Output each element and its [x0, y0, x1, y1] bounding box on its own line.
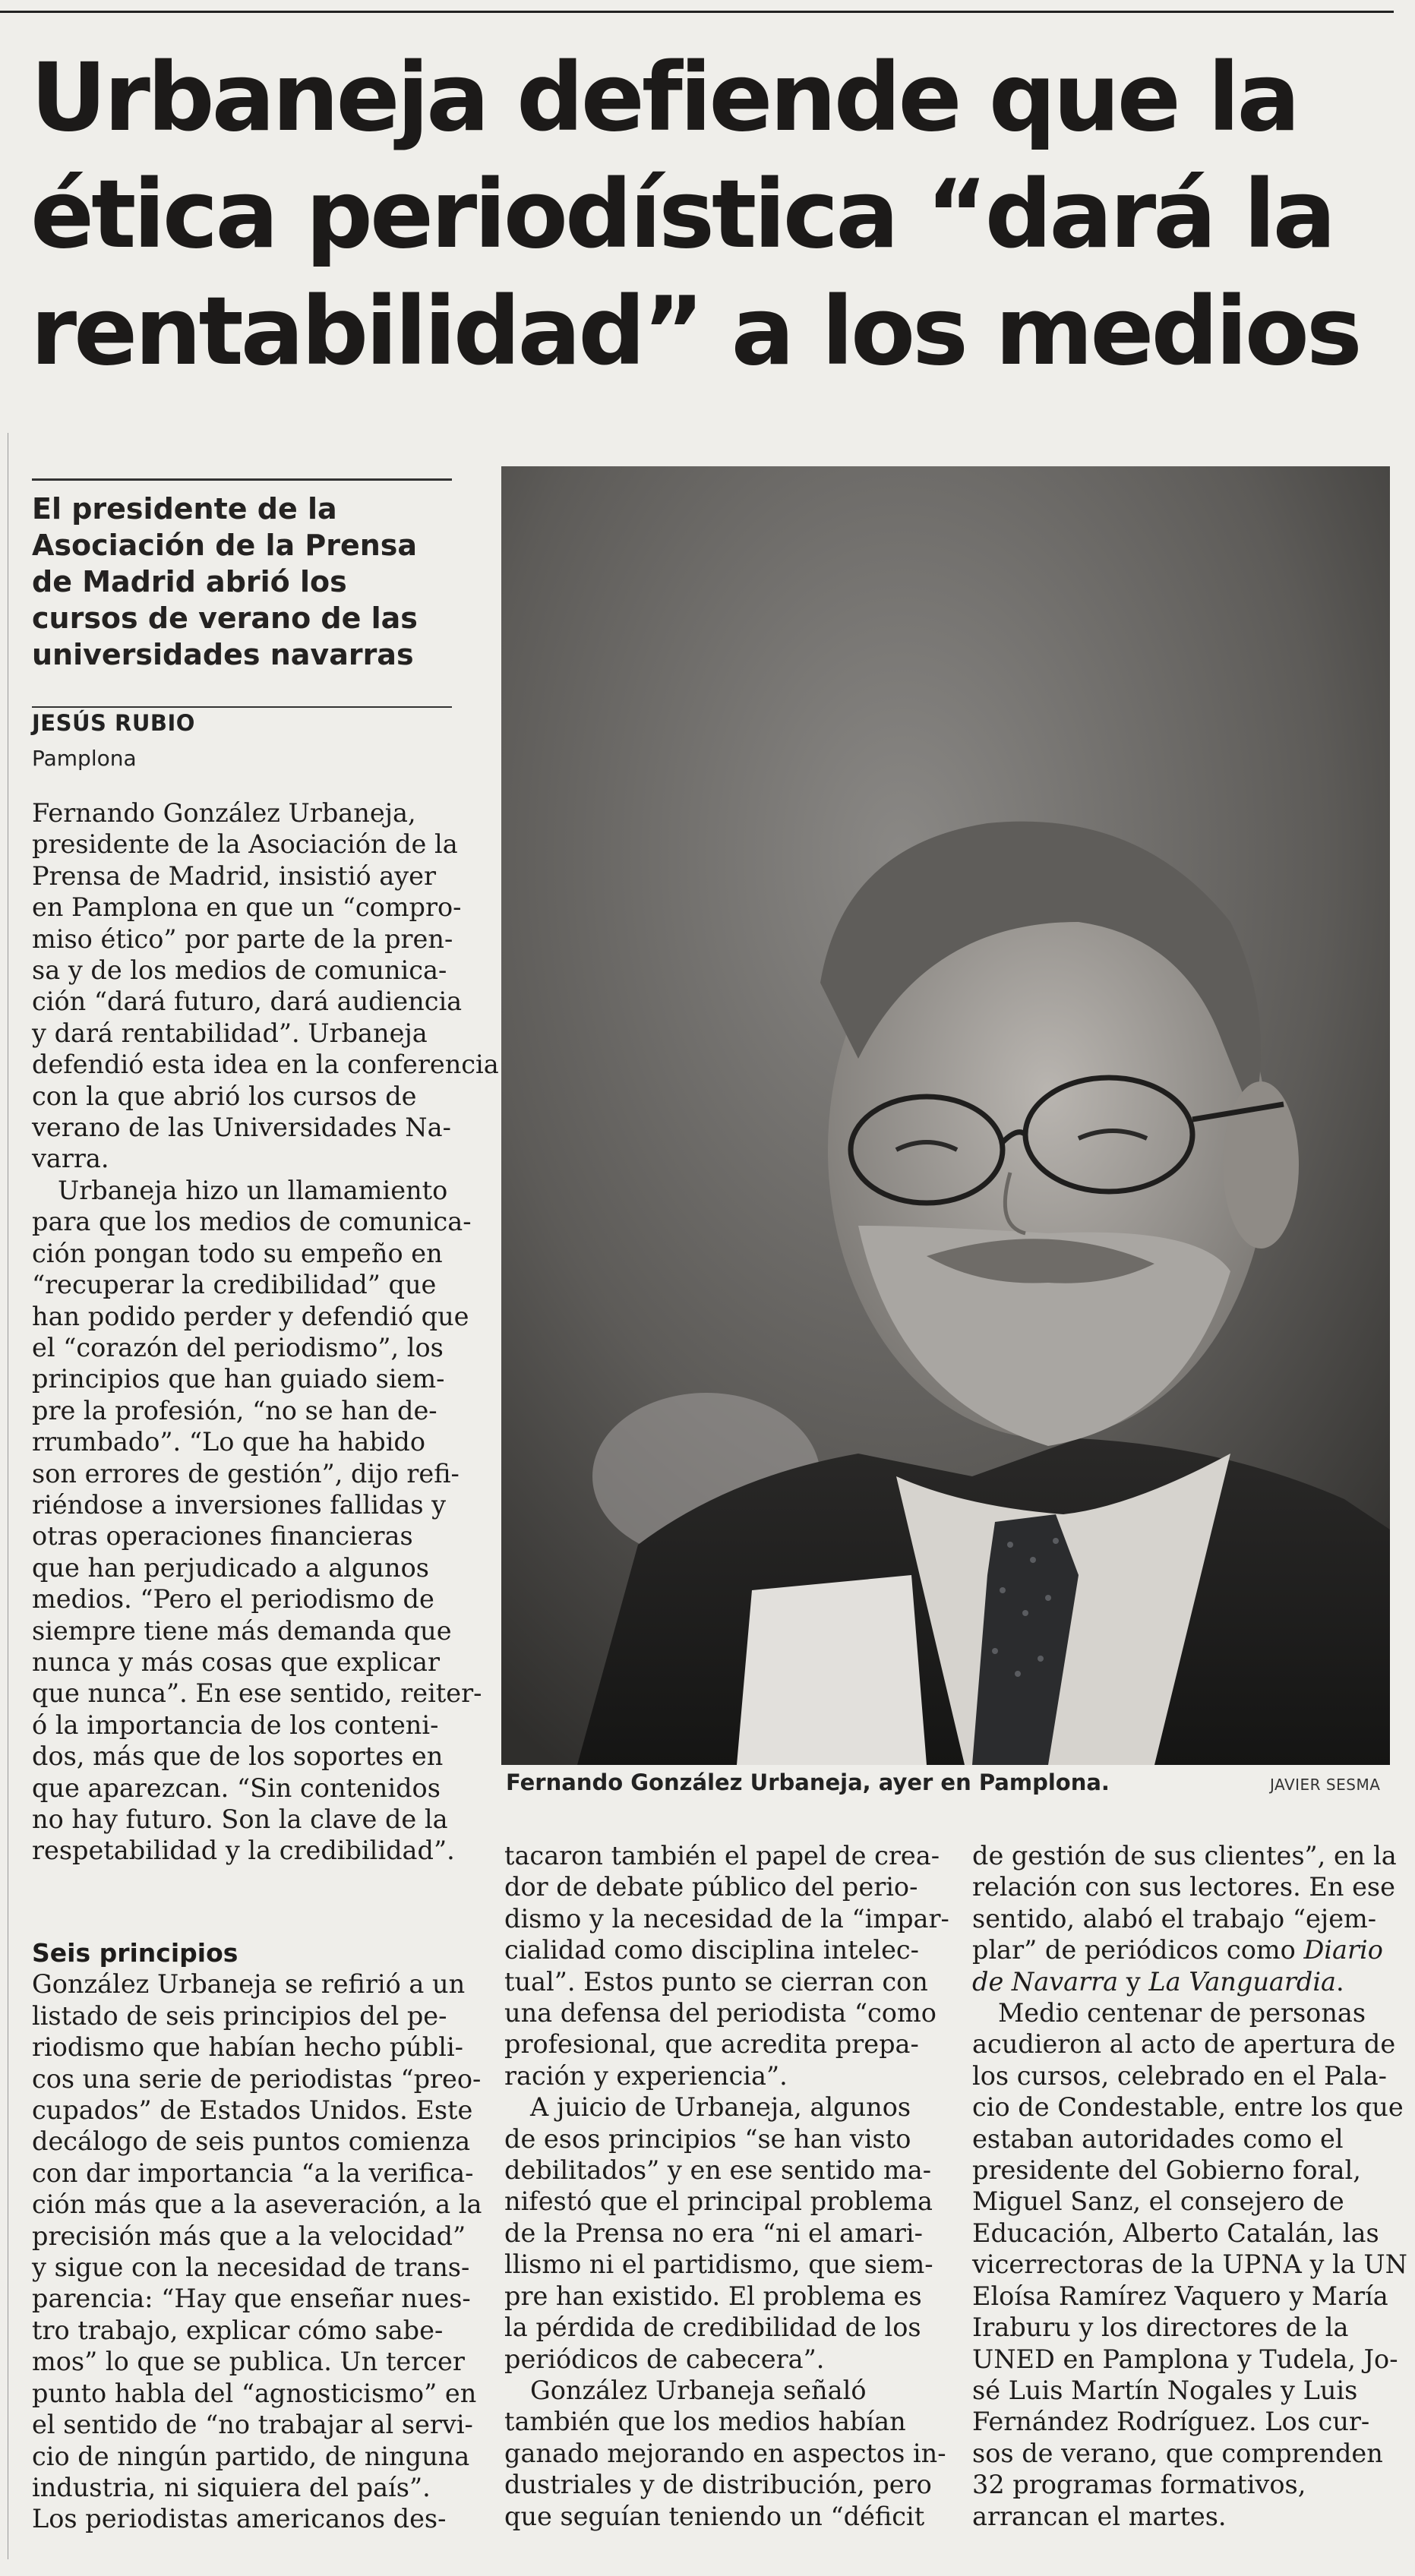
deck-line: El presidente de la — [32, 492, 337, 526]
text-line: dor de debate público del perio- — [504, 1872, 918, 1902]
text-line: sa y de los medios de comunica- — [32, 955, 447, 986]
text-line: estaban autoridades como el — [972, 2123, 1344, 2154]
text-line: ción más que a la aseveración, a la — [32, 2189, 482, 2220]
text-line: que aparezcan. “Sin contenidos — [32, 1773, 441, 1803]
text-line: cos una serie de periodistas “preo- — [32, 2063, 482, 2094]
text-line: defendió esta idea en la conferencia — [32, 1050, 499, 1080]
deck-line: universidades navarras — [32, 638, 414, 671]
photo-credit: JAVIER SESMA — [1270, 1776, 1381, 1794]
text-line: debilitados” y en ese sentido ma- — [504, 2155, 932, 2186]
text-line: cialidad como disciplina intelec- — [504, 1935, 919, 1965]
text-line: ó la importancia de los conteni- — [32, 1709, 439, 1740]
text-line: “recuperar la credibilidad” que — [32, 1270, 437, 1300]
text-line: de esos principios “se han visto — [504, 2123, 911, 2154]
text-line: Los periodistas americanos des- — [32, 2504, 447, 2534]
headline — [30, 39, 1398, 390]
text-line: de Navarra y La Vanguardia. — [972, 1966, 1344, 1997]
text-line: varra. — [32, 1144, 109, 1174]
text-line: UNED en Pamplona y Tudela, Jo- — [972, 2344, 1398, 2374]
text-line: sé Luis Martín Nogales y Luis — [972, 2375, 1358, 2405]
text-line: sentido, alabó el trabajo “ejem- — [972, 1903, 1377, 1934]
text-line: relación con sus lectores. En ese — [972, 1872, 1395, 1902]
text-line: han podido perder y defendió que — [32, 1301, 469, 1331]
text-line: 32 programas formativos, — [972, 2470, 1306, 2500]
text-line: de gestión de sus clientes”, en la — [972, 1841, 1397, 1870]
text-line: vicerrectoras de la UPNA y la UN — [972, 2249, 1407, 2280]
text-line: verano de las Universidades Na- — [32, 1113, 451, 1143]
headline-line: ética periodística “dará la — [30, 160, 1334, 270]
text-line: una defensa del periodista “como — [504, 1998, 936, 2028]
text-line: punto habla del “agnosticismo” en — [32, 2378, 477, 2408]
text-line: riodismo que habían hecho públi- — [32, 2032, 463, 2063]
text-line: tual”. Estos punto se cierran con — [504, 1966, 928, 1997]
text-line: la pérdida de credibilidad de los — [504, 2312, 921, 2343]
text-line: son errores de gestión”, dijo refi- — [32, 1458, 460, 1488]
body-column-1-continued — [32, 1937, 482, 2535]
text-line: ción “dará futuro, dará audiencia — [32, 987, 463, 1017]
text-line: A juicio de Urbaneja, algunos — [530, 2092, 911, 2123]
text-line: miso ético” por parte de la pren- — [32, 923, 453, 954]
text-line: los cursos, celebrado en el Pala- — [972, 2060, 1387, 2091]
text-line: respetabilidad y la credibilidad”. — [32, 1836, 455, 1866]
deck-bottom-rule — [32, 706, 452, 708]
text-line: ganado mejorando en aspectos in- — [504, 2438, 946, 2468]
deck-top-rule — [32, 478, 452, 481]
text-line: el “corazón del periodismo”, los — [32, 1332, 444, 1362]
text-line: dustriales y de distribución, pero — [504, 2470, 932, 2500]
text-line: medios. “Pero el periodismo de — [32, 1584, 434, 1615]
text-line: parencia: “Hay que enseñar nues- — [32, 2284, 471, 2314]
text-line: sos de verano, que comprenden — [972, 2438, 1383, 2468]
text-line: llismo ni el partidismo, que siem- — [504, 2249, 933, 2280]
text-line: Iraburu y los directores de la — [972, 2312, 1349, 2343]
text-line: principios que han guiado siem- — [32, 1364, 445, 1394]
text-line: pre han existido. El problema es — [504, 2281, 922, 2311]
text-line: y sigue con la necesidad de trans- — [32, 2252, 470, 2283]
text-line: riéndose a inversiones fallidas y — [32, 1489, 447, 1520]
text-line: el sentido de “no trabajar al servi- — [32, 2410, 473, 2440]
text-line: dos, más que de los soportes en — [32, 1741, 444, 1772]
location: Pamplona — [32, 746, 137, 771]
text-line: cio de ningún partido, de ninguna — [32, 2441, 470, 2471]
text-line: Eloísa Ramírez Vaquero y María — [972, 2281, 1388, 2311]
text-line: Fernando González Urbaneja, — [32, 798, 416, 828]
text-line: Fernández Rodríguez. Los cur- — [972, 2407, 1370, 2437]
deck-line: cursos de verano de las — [32, 601, 418, 635]
subhead: Seis principios — [32, 1938, 238, 1968]
text-line: ción pongan todo su empeño en — [32, 1238, 443, 1268]
body-column-2 — [504, 1840, 949, 2532]
headline-line: rentabilidad” a los medios — [30, 277, 1360, 387]
body-column-1 — [32, 797, 499, 1867]
text-line: González Urbaneja señaló — [530, 2375, 867, 2405]
text-line: Miguel Sanz, el consejero de — [972, 2186, 1344, 2217]
text-line: plar” de periódicos como Diario — [972, 1935, 1383, 1965]
text-line: arrancan el martes. — [972, 2501, 1227, 2531]
text-line: Medio centenar de personas — [998, 1998, 1366, 2028]
text-line: decálogo de seis puntos comienza — [32, 2126, 471, 2157]
text-line: nunca y más cosas que explicar — [32, 1646, 441, 1677]
text-line: de la Prensa no era “ni el amari- — [504, 2218, 923, 2248]
portrait-photo — [501, 466, 1390, 1765]
text-line: presidente de la Asociación de la — [32, 829, 458, 860]
text-line: con dar importancia “a la verifica- — [32, 2158, 474, 2188]
deck — [32, 491, 465, 673]
text-line: González Urbaneja se refirió a un — [32, 1969, 466, 2000]
text-line: mos” lo que se publica. Un tercer — [32, 2347, 465, 2377]
text-line: y dará rentabilidad”. Urbaneja — [32, 1018, 428, 1048]
text-line: presidente del Gobierno foral, — [972, 2155, 1361, 2186]
text-line: también que los medios habían — [504, 2407, 906, 2437]
text-line: tro trabajo, explicar cómo sabe- — [32, 2315, 444, 2345]
deck-line: de Madrid abrió los — [32, 565, 347, 598]
text-line: que nunca”. En ese sentido, reiter- — [32, 1678, 482, 1709]
text-line: nifestó que el principal problema — [504, 2186, 933, 2217]
text-line: Educación, Alberto Catalán, las — [972, 2218, 1379, 2248]
text-line: dismo y la necesidad de la “impar- — [504, 1903, 949, 1934]
text-line: Prensa de Madrid, insistió ayer — [32, 860, 436, 891]
text-line: cio de Condestable, entre los que — [972, 2092, 1404, 2123]
text-line: en Pamplona en que un “compro- — [32, 892, 462, 923]
photo-caption: Fernando González Urbaneja, ayer en Pamplona. — [506, 1769, 1110, 1795]
text-line: tacaron también el papel de crea- — [504, 1841, 940, 1870]
text-line: industria, ni siquiera del país”. — [32, 2472, 431, 2502]
text-line: precisión más que a la velocidad” — [32, 2221, 466, 2251]
text-line: rrumbado”. “Lo que ha habido — [32, 1427, 426, 1457]
body-column-3 — [972, 1840, 1407, 2532]
top-rule — [0, 11, 1394, 13]
text-line: no hay futuro. Son la clave de la — [32, 1804, 448, 1834]
portrait-illustration — [501, 466, 1390, 1765]
text-line: acudieron al acto de apertura de — [972, 2029, 1396, 2060]
text-line: siempre tiene más demanda que — [32, 1615, 452, 1646]
text-line: con la que abrió los cursos de — [32, 1081, 417, 1111]
byline: JESÚS RUBIO — [32, 710, 195, 736]
headline-line: Urbaneja defiende que la — [30, 43, 1298, 153]
text-line: ración y experiencia”. — [504, 2060, 788, 2091]
text-line: Urbaneja hizo un llamamiento — [58, 1175, 448, 1205]
text-line: que seguían teniendo un “déficit — [504, 2501, 925, 2531]
text-line: otras operaciones financieras — [32, 1521, 413, 1552]
text-line: que han perjudicado a algunos — [32, 1552, 429, 1583]
text-line: pre la profesión, “no se han de- — [32, 1395, 437, 1425]
text-line: profesional, que acredita prepa- — [504, 2029, 919, 2060]
text-line: para que los medios de comunica- — [32, 1207, 472, 1237]
text-line: periódicos de cabecera”. — [504, 2344, 825, 2374]
deck-line: Asociación de la Prensa — [32, 529, 418, 562]
text-line: listado de seis principios del pe- — [32, 2000, 447, 2031]
text-line: cupados” de Estados Unidos. Este — [32, 2095, 473, 2126]
